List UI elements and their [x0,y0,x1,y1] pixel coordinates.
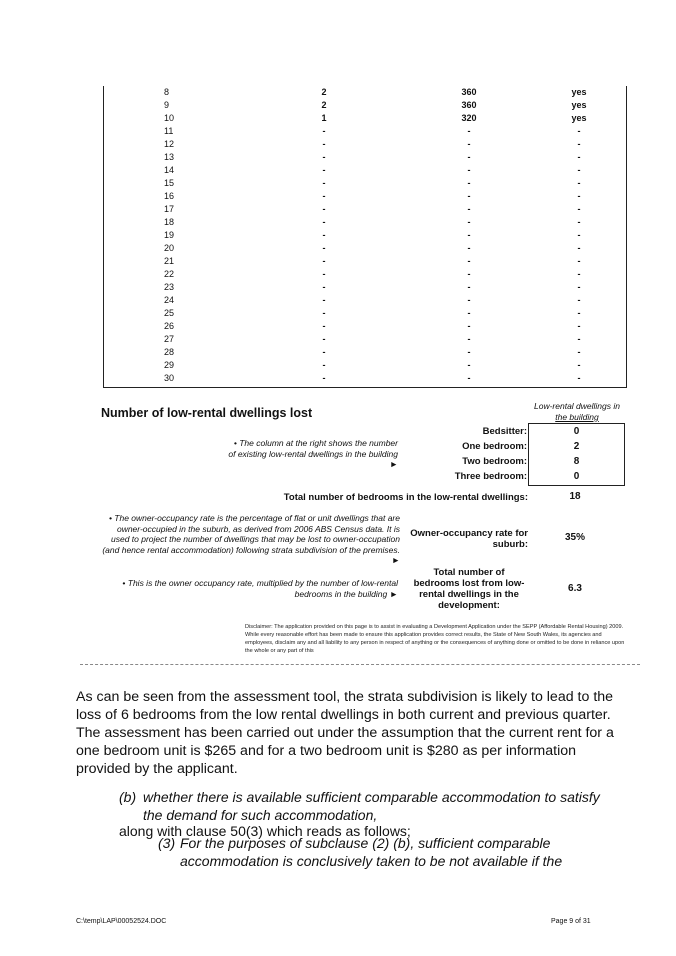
bedrooms-cell: - [322,230,326,240]
rent-cell: - [467,282,471,292]
unit-number-cell: 21 [164,256,175,266]
rent-cell: 360 [461,87,477,97]
table-row [104,190,626,203]
bedrooms-cell: - [322,347,326,357]
bedrooms-cell: - [322,243,326,253]
table-row [104,112,626,125]
note-multiply: • This is the owner occupancy rate, multiplied by the number of low-rental bedrooms in the building ► [122,578,398,599]
bedsitter-label: Bedsitter: [482,426,527,437]
unit-number-cell: 8 [164,87,170,97]
unit-number-cell: 24 [164,295,175,305]
two-bedroom-value: 8 [573,456,580,467]
rent-cell: - [467,230,471,240]
eligible-cell: - [577,373,581,383]
along-with-text: along with clause 50(3) which reads as follows; [119,823,411,839]
note-column-explainer: • The column at the right shows the number of existing low-rental dwellings in the building ► [228,438,398,469]
total-bedrooms-value: 18 [569,491,581,502]
unit-number-cell: 25 [164,308,175,318]
unit-number-cell: 10 [164,113,175,123]
bedrooms-cell: - [322,178,326,188]
bedrooms-cell: 2 [321,87,327,97]
unit-number-cell: 29 [164,360,175,370]
owner-occupancy-value: 35% [564,532,585,543]
bedrooms-cell: - [322,126,326,136]
eligible-cell: yes [571,100,587,110]
bedrooms-cell: - [322,308,326,318]
eligible-cell: - [577,152,581,162]
divider [80,664,640,665]
rent-cell: - [467,126,471,136]
section-title: Number of low-rental dwellings lost [101,406,313,420]
clause-3-text: For the purposes of subclause (2) (b), sufficient comparable accommodation is conclusively taken to be not available if the [180,835,563,869]
rent-cell: - [467,347,471,357]
rent-cell: - [467,165,471,175]
bedrooms-cell: - [322,373,326,383]
rent-cell: - [467,256,471,266]
total-bedrooms-label: Total number of bedrooms in the low-rental dwellings: [283,492,528,503]
two-bedroom-label: Two bedroom: [462,456,527,467]
table-row [104,320,626,333]
rent-cell: - [467,152,471,162]
rent-cell: - [467,269,471,279]
bedrooms-cell: - [322,165,326,175]
unit-number-cell: 27 [164,334,175,344]
unit-number-cell: 23 [164,282,175,292]
eligible-cell: - [577,321,581,331]
rent-cell: - [467,308,471,318]
units-table [103,86,627,388]
rent-cell: - [467,334,471,344]
table-row [104,333,626,346]
box-header-line-2: the building [555,412,599,422]
rent-cell: - [467,139,471,149]
unit-number-cell: 28 [164,347,175,357]
bedrooms-cell: - [322,139,326,149]
table-row [104,99,626,112]
clause-b-text: whether there is available sufficient comparable accommodation to satisfy the demand for such accommodation, [143,789,600,823]
unit-number-cell: 11 [164,126,174,136]
bedrooms-cell: - [322,191,326,201]
eligible-cell: - [577,308,581,318]
rent-cell: - [467,243,471,253]
rent-cell: - [467,191,471,201]
table-row [104,346,626,359]
three-bedroom-value: 0 [573,471,580,482]
eligible-cell: - [577,334,581,344]
table-row [104,268,626,281]
unit-number-cell: 9 [164,100,170,110]
rent-cell: - [467,217,471,227]
bedrooms-cell: - [322,217,326,227]
eligible-cell: - [577,126,581,136]
unit-number-cell: 14 [164,165,175,175]
bedrooms-cell: - [322,256,326,266]
table-row [104,86,626,99]
eligible-cell: yes [571,87,587,97]
table-row [104,242,626,255]
table-row [104,255,626,268]
table-row [104,164,626,177]
table-row [104,229,626,242]
bedrooms-cell: - [322,334,326,344]
eligible-cell: - [577,256,581,266]
bedrooms-cell: - [322,282,326,292]
unit-number-cell: 15 [164,178,175,188]
unit-number-cell: 20 [164,243,175,253]
unit-number-cell: 30 [164,373,175,383]
box-header-line-1: Low-rental dwellings in [534,401,620,411]
unit-number-cell: 12 [164,139,175,149]
one-bedroom-label: One bedroom: [462,441,527,452]
unit-number-cell: 19 [164,230,175,240]
note-owner-occupancy: • The owner-occupancy rate is the percentage of flat or unit dwellings that are owner-occupied in the suburb, as derived from 2006 ABS Census data. It is used to project the number of dwellings that may be lost to owner-occupation (and hence rental accommodation) following strata subdivision of the premises. ► [102,513,400,565]
table-row [104,372,626,385]
clause-b-marker: (b) [119,789,137,805]
table-row [104,151,626,164]
unit-number-cell: 18 [164,217,175,227]
three-bedroom-label: Three bedroom: [454,471,527,482]
table-row [104,125,626,138]
bedrooms-cell: - [322,152,326,162]
eligible-cell: - [577,178,581,188]
bedrooms-cell: - [322,295,326,305]
assessment-paragraph: As can be seen from the assessment tool, the strata subdivision is likely to lead to the loss of 6 bedrooms from the low rental dwellings in both current and previous quarter. The assessment has been carried out under the assumption that the current rent for a one bedroom unit is $265 and for a two bedroom unit is $280 as per information provided by the applicant. [76,689,614,777]
table-row [104,177,626,190]
rent-cell: - [467,204,471,214]
table-row [104,307,626,320]
eligible-cell: yes [571,113,587,123]
owner-occupancy-label: Owner-occupancy rate for suburb: [410,528,528,550]
disclaimer: Disclaimer: The application provided on this page is to assist in evaluating a Development Application under the SEPP (Affordable Rental Housing) 2009. While every reasonable effort has been made to ensure this application provides correct results, the State of New South Wales, its agencies and employees, disclaim any and all liability to any person in respect of anything or the consequences of anything done or omitted to be done in reliance upon the whole or any part of this [245,624,625,654]
footer-page-number: Page 9 of 31 [551,918,591,925]
bedrooms-cell: 1 [321,113,327,123]
bedrooms-cell: 2 [321,100,327,110]
bedrooms-lost-value: 6.3 [568,583,582,594]
eligible-cell: - [577,269,581,279]
unit-number-cell: 26 [164,321,175,331]
table-row [104,294,626,307]
eligible-cell: - [577,282,581,292]
table-row [104,138,626,151]
rent-cell: - [467,178,471,188]
table-row [104,359,626,372]
table-row [104,281,626,294]
clause-3-marker: (3) [158,835,176,851]
unit-number-cell: 16 [164,191,175,201]
eligible-cell: - [577,347,581,357]
low-rental-box [528,423,625,486]
unit-number-cell: 22 [164,269,175,279]
unit-number-cell: 17 [164,204,175,214]
bedrooms-cell: - [322,360,326,370]
rent-cell: - [467,295,471,305]
bedsitter-value: 0 [573,426,580,437]
eligible-cell: - [577,217,581,227]
eligible-cell: - [577,243,581,253]
one-bedroom-value: 2 [573,441,580,452]
eligible-cell: - [577,360,581,370]
eligible-cell: - [577,191,581,201]
table-row [104,216,626,229]
bedrooms-lost-label: Total number of bedrooms lost from low-rental dwellings in the development: [413,567,525,611]
rent-cell: 320 [461,113,477,123]
rent-cell: - [467,360,471,370]
table-row [104,203,626,216]
box-header [516,401,638,423]
rent-cell: - [467,321,471,331]
eligible-cell: - [577,204,581,214]
unit-number-cell: 13 [164,152,175,162]
eligible-cell: - [577,139,581,149]
bedrooms-cell: - [322,269,326,279]
footer-file-path: C:\temp\LAP\00052524.DOC [76,918,167,925]
eligible-cell: - [577,295,581,305]
rent-cell: - [467,373,471,383]
eligible-cell: - [577,230,581,240]
bedrooms-cell: - [322,321,326,331]
bedrooms-cell: - [322,204,326,214]
rent-cell: 360 [461,100,477,110]
eligible-cell: - [577,165,581,175]
